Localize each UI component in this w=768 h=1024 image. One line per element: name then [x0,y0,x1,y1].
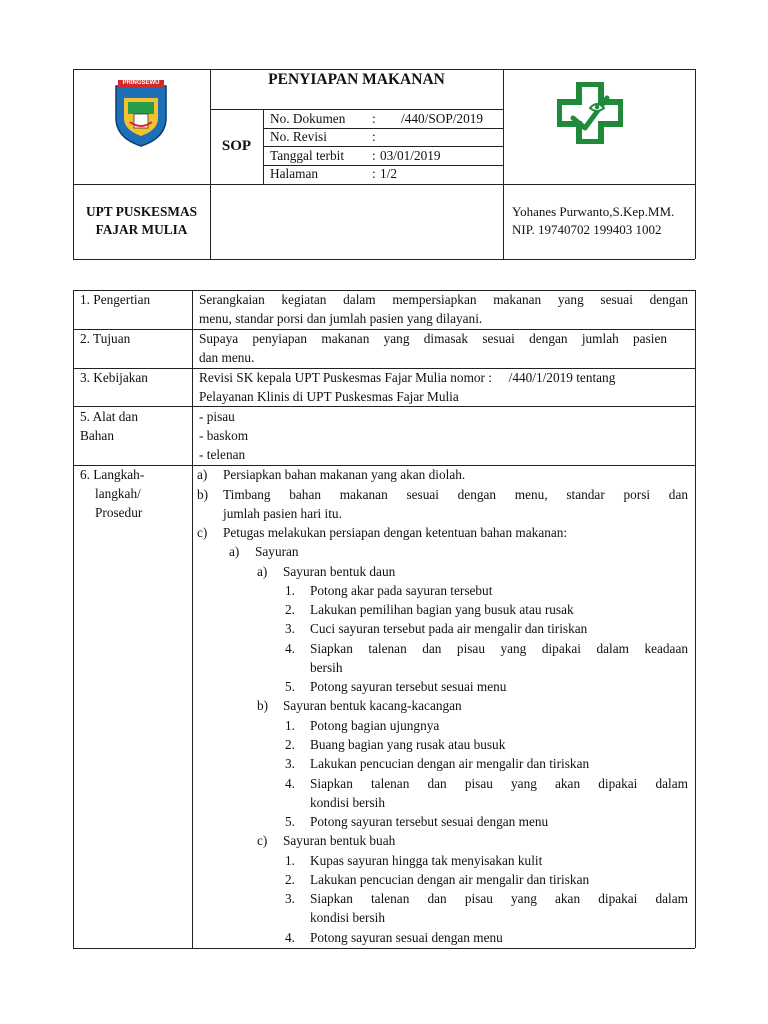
item-number: 2. [285,872,295,887]
alat-item: - pisau [199,409,235,424]
alat-item: - baskom [199,428,249,443]
section-label-prosedur-line2: langkah/ [95,486,141,501]
meta-sep: : [372,129,376,144]
section-label-tujuan: 2. Tujuan [80,331,131,346]
sop-label: SOP [221,138,252,154]
item-text: Kupas sayuran hingga tak menyisakan kulit [310,853,543,868]
meta-sep: : [372,166,376,181]
category-marker: a) [257,564,268,579]
step-text: Petugas melakukan persiapan dengan ketentuan bahan makanan: [223,525,568,540]
item-text: Potong sayuran tersebut sesuai dengan menu [310,814,549,829]
item-text: Siapkan talenan dan pisau yang akan dipakai dalam [310,776,688,791]
meta-label-tanggal-terbit: Tanggal terbit [270,148,345,163]
unit-name-line1: UPT PUSKESMAS [86,204,197,219]
section-label-alat-line1: 5. Alat dan [80,409,138,424]
section-label-prosedur-line1: 6. Langkah- [80,467,145,482]
step-text: jumlah pasien hari itu. [223,506,342,521]
item-text: Lakukan pemilihan bagian yang busuk atau rusak [310,602,574,617]
item-number: 2. [285,737,295,752]
item-text: Lakukan pencucian dengan air mengalir dan tiriskan [310,756,590,771]
substep-marker: a) [229,544,240,559]
category-title: Sayuran bentuk daun [283,564,396,579]
item-text: bersih [310,660,343,675]
item-text: kondisi bersih [310,910,385,925]
category-marker: b) [257,698,269,713]
tujuan-text-line2: dan menu. [199,350,255,365]
meta-sep: : [372,111,376,126]
step-marker: a) [197,467,208,482]
item-number: 2. [285,602,295,617]
item-text: Siapkan talenan dan pisau yang akan dipakai dalam [310,891,688,906]
item-number: 5. [285,814,295,829]
item-text: Buang bagian yang rusak atau busuk [310,737,506,752]
item-number: 4. [285,641,295,656]
section-label-kebijakan: 3. Kebijakan [80,370,148,385]
item-number: 3. [285,891,295,906]
item-text: kondisi bersih [310,795,385,810]
category-marker: c) [257,833,268,848]
item-text: Cuci sayuran tersebut pada air mengalir dan tiriskan [310,621,588,636]
item-number: 1. [285,583,295,598]
item-number: 5. [285,679,295,694]
item-text: Lakukan pencucian dengan air mengalir dan tiriskan [310,872,590,887]
meta-sep: : [372,148,376,163]
item-text: Siapkan talenan dan pisau yang dipakai dalam keadaan [310,641,688,656]
item-number: 1. [285,853,295,868]
signer-name: Yohanes Purwanto,S.Kep.MM. [512,204,675,219]
pengertian-text-line1: Serangkaian kegiatan dalam mempersiapkan makanan yang sesuai dengan [199,292,688,307]
meta-value-no-dokumen: /440/SOP/2019 [401,111,484,126]
step-text: Persiapkan bahan makanan yang akan diolah. [223,467,466,482]
section-label-alat-line2: Bahan [80,428,114,443]
item-text: Potong akar pada sayuran tersebut [310,583,493,598]
item-text: Potong sayuran tersebut sesuai menu [310,679,507,694]
meta-label-no-revisi: No. Revisi [270,129,327,144]
pengertian-text-line2: menu, standar porsi dan jumlah pasien yang dilayani. [199,311,483,326]
section-label-prosedur-line3: Prosedur [95,505,143,520]
signer-nip: NIP. 19740702 199403 1002 [512,222,662,237]
tujuan-text-line1: Supaya penyiapan makanan yang dimasak sesuai dengan jumlah pasien [199,331,667,346]
alat-item: - telenan [199,447,246,462]
step-text: Timbang bahan makanan sesuai dengan menu, standar porsi dan [223,487,688,502]
meta-label-no-dokumen: No. Dokumen [270,111,346,126]
substep-text: Sayuran [255,544,299,559]
meta-value-halaman: 1/2 [380,166,397,181]
item-number: 4. [285,930,295,945]
item-text: Potong sayuran sesuai dengan menu [310,930,503,945]
meta-value-tanggal-terbit: 03/01/2019 [380,148,441,163]
step-marker: b) [197,487,209,502]
item-number: 3. [285,621,295,636]
category-title: Sayuran bentuk buah [283,833,396,848]
meta-label-halaman: Halaman [270,166,318,181]
pringsewu-logo [112,78,170,148]
item-text: Potong bagian ujungnya [310,718,440,733]
puskesmas-logo [557,82,623,144]
pringsewu-logo-text: PRINGSEWU [122,80,160,86]
document-title: PENYIAPAN MAKANAN [268,71,445,88]
step-marker: c) [197,525,208,540]
item-number: 3. [285,756,295,771]
category-title: Sayuran bentuk kacang-kacangan [283,698,462,713]
item-number: 4. [285,776,295,791]
kebijakan-text-line1: Revisi SK kepala UPT Puskesmas Fajar Mulia nomor : /440/1/2019 tentang [199,370,616,385]
item-number: 1. [285,718,295,733]
section-label-pengertian: 1. Pengertian [80,292,151,307]
unit-name-line2: FAJAR MULIA [95,222,188,237]
kebijakan-text-line2: Pelayanan Klinis di UPT Puskesmas Fajar Mulia [199,389,459,404]
